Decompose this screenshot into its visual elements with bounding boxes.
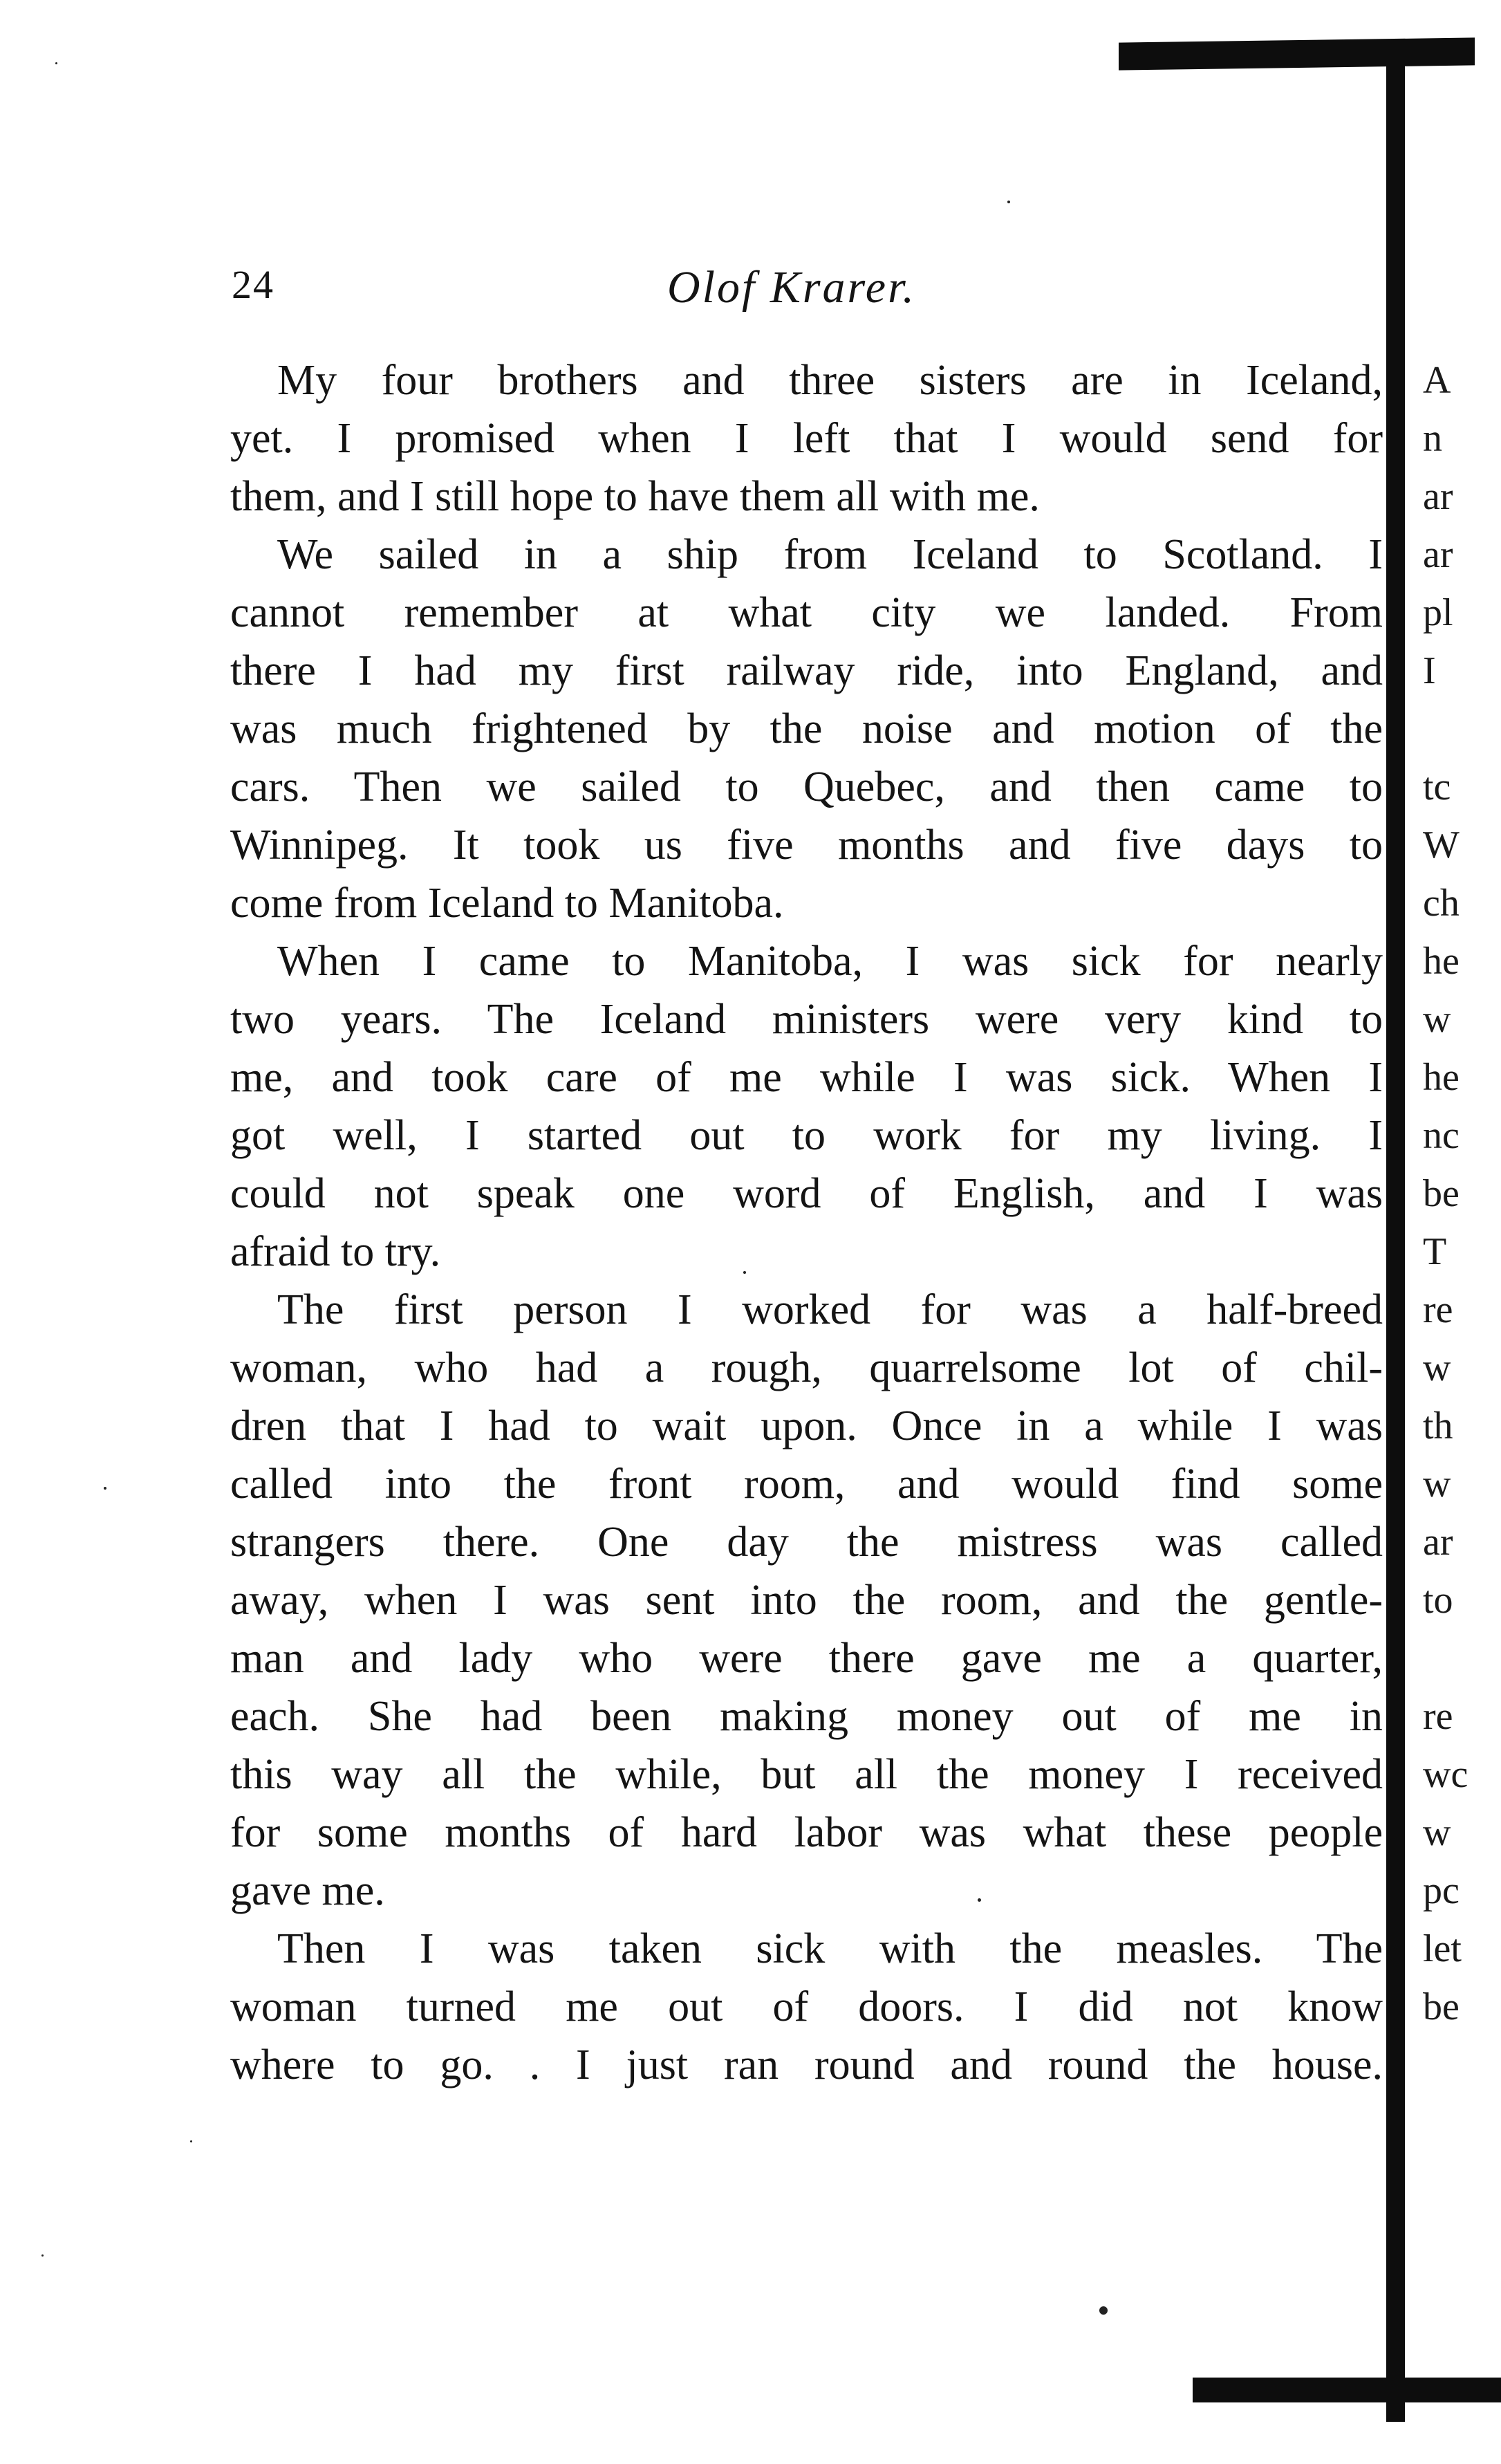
- text-line: where to go. . I just ran round and round the house.: [230, 2041, 1383, 2088]
- facing-fragment: [1423, 700, 1501, 758]
- facing-fragment: w: [1423, 1811, 1451, 1854]
- text-line: yet. I promised when I left that I would send for: [230, 415, 1383, 462]
- text-line: When I came to Manitoba, I was sick for nearly: [277, 938, 1383, 985]
- text-line: My four brothers and three sisters are in Iceland,: [277, 357, 1383, 404]
- text-line: was much frightened by the noise and motion of the: [230, 705, 1383, 752]
- text-line: away, when I was sent into the room, and the gentle-: [230, 1577, 1383, 1624]
- facing-fragment: ch: [1423, 882, 1460, 925]
- facing-fragment: A: [1423, 359, 1451, 402]
- scan-speck: [743, 1271, 746, 1274]
- facing-fragment: pc: [1423, 1869, 1460, 1912]
- text-line: Winnipeg. It took us five months and five days to: [230, 822, 1383, 869]
- facing-fragment: W: [1423, 824, 1460, 867]
- text-line: them, and I still hope to have them all with me.: [230, 473, 1040, 520]
- facing-page-fragments: [1423, 351, 1501, 2094]
- text-line: Then I was taken sick with the measles. The: [277, 1925, 1383, 1972]
- text-line: there I had my first railway ride, into England, and: [230, 647, 1383, 694]
- text-line: for some months of hard labor was what these people: [230, 1809, 1383, 1856]
- text-line: two years. The Iceland ministers were very kind to: [230, 996, 1383, 1043]
- text-line: cars. Then we sailed to Quebec, and then came to: [230, 763, 1383, 810]
- facing-fragment: be: [1423, 1985, 1460, 2028]
- facing-fragment: he: [1423, 940, 1460, 983]
- body-text: [230, 351, 1383, 2094]
- text-line: woman turned me out of doors. I did not know: [230, 1983, 1383, 2030]
- facing-fragment: nc: [1423, 1114, 1460, 1157]
- facing-fragment: n: [1423, 417, 1442, 460]
- text-line: man and lady who were there gave me a quarter,: [230, 1635, 1383, 1682]
- facing-fragment: he: [1423, 1056, 1460, 1099]
- text-line: gave me.: [230, 1867, 385, 1914]
- facing-fragment: ar: [1423, 533, 1453, 576]
- text-line: dren that I had to wait upon. Once in a while I was: [230, 1402, 1383, 1449]
- page-number: 24: [232, 262, 274, 307]
- text-line: afraid to try.: [230, 1228, 441, 1275]
- facing-fragment: re: [1423, 1695, 1453, 1738]
- facing-fragment: be: [1423, 1172, 1460, 1215]
- facing-fragment: ar: [1423, 1521, 1453, 1564]
- running-title: Olof Krarer.: [667, 262, 916, 313]
- text-line: got well, I started out to work for my living. I: [230, 1112, 1383, 1159]
- text-line: come from Iceland to Manitoba.: [230, 880, 784, 927]
- scan-speck: [978, 1898, 981, 1902]
- text-line: me, and took care of me while I was sick. When I: [230, 1054, 1383, 1101]
- facing-fragment: wc: [1423, 1753, 1469, 1796]
- facing-fragment: to: [1423, 1579, 1453, 1622]
- facing-fragment: w: [1423, 1463, 1451, 1506]
- scan-speck: [1007, 201, 1010, 203]
- facing-fragment: re: [1423, 1288, 1453, 1331]
- facing-fragment: I: [1423, 649, 1436, 692]
- binding-edge: [1386, 43, 1405, 2422]
- facing-fragment: T: [1423, 1230, 1447, 1273]
- text-line: could not speak one word of English, and I was: [230, 1170, 1383, 1217]
- text-line: We sailed in a ship from Iceland to Scotland. I: [277, 531, 1383, 578]
- facing-fragment: w: [1423, 1346, 1451, 1389]
- facing-fragment: pl: [1423, 591, 1453, 634]
- scan-speck: [55, 62, 57, 64]
- text-line: woman, who had a rough, quarrelsome lot of chil-: [230, 1344, 1383, 1391]
- facing-fragment: let: [1423, 1927, 1462, 1970]
- text-line: cannot remember at what city we landed. From: [230, 589, 1383, 636]
- facing-fragment: tc: [1423, 766, 1451, 808]
- text-line: The first person I worked for was a half-breed: [277, 1286, 1383, 1333]
- scan-speck: [1099, 2306, 1108, 2315]
- binding-edge-top: [1119, 37, 1475, 70]
- facing-fragment: [1423, 2036, 1501, 2094]
- text-line: called into the front room, and would find some: [230, 1461, 1383, 1508]
- facing-fragment: [1423, 1629, 1501, 1687]
- facing-fragment: th: [1423, 1405, 1453, 1447]
- binding-edge-bottom: [1193, 2378, 1501, 2402]
- scan-speck: [190, 2140, 192, 2142]
- text-line: this way all the while, but all the money I received: [230, 1751, 1383, 1798]
- facing-fragment: w: [1423, 998, 1451, 1041]
- scan-speck: [41, 2254, 44, 2257]
- text-line: strangers there. One day the mistress was called: [230, 1519, 1383, 1566]
- scan-speck: [104, 1487, 106, 1490]
- facing-fragment: ar: [1423, 475, 1453, 518]
- text-line: each. She had been making money out of me in: [230, 1693, 1383, 1740]
